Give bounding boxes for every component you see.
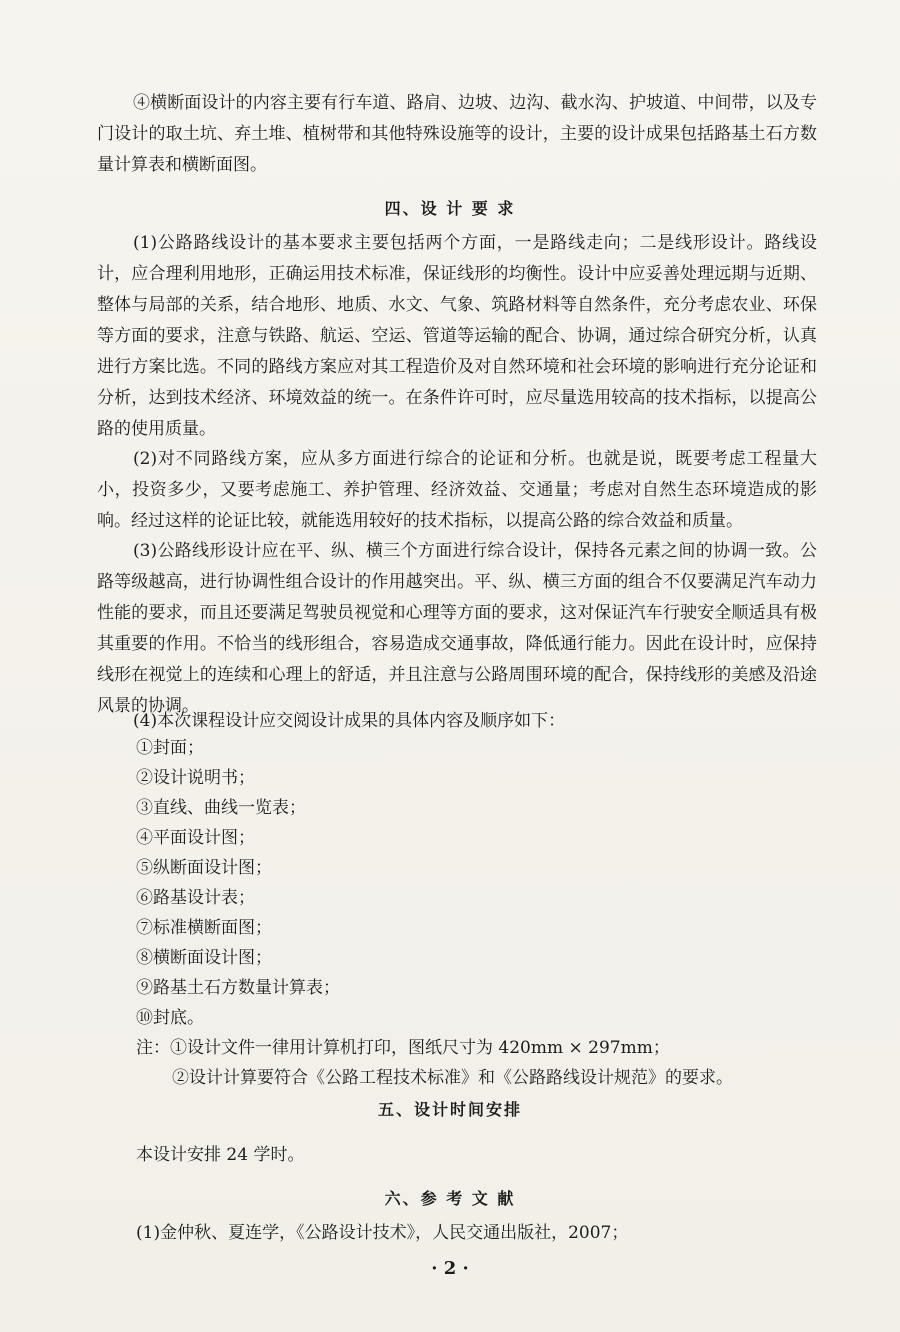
paragraph-requirement-3: (3)公路线形设计应在平、纵、横三个方面进行综合设计，保持各元素之间的协调一致。公路等级越高，进行协调性组合设计的作用越突出。平、纵、横三方面的组合不仅要满足汽车动力性能的要求，而且还要满足驾驶员视觉和心理等方面的要求，这对保证汽车行驶安全顺适具有极其重要的作用。不恰当的线形组合，容易造成交通事故，降低通行能力。因此在设计时，应保持线形在视觉上的连续和心理上的舒适，并且注意与公路周围环境的配合，保持线形的美感及沿途风景的协调。 — [97, 541, 817, 716]
schedule-text: 本设计安排 24 学时。 — [136, 1145, 305, 1165]
paragraph-requirement-1: (1)公路路线设计的基本要求主要包括两个方面，一是路线走向；二是线形设计。路线设计，应合理利用地形，正确运用技术标准，保证线形的均衡性。设计中应妥善处理远期与近期、整体与局部的关系，结合地形、地质、水文、气象、筑路材料等自然条件，充分考虑农业、环保等方面的要求，注意与铁路、航运、空运、管道等运输的配合、协调，通过综合研究分析，认真进行方案比选。不同的路线方案应对其工程造价及对自然环境和社会环境的影响进行充分论证和分析，达到技术经济、环境效益的统一。在条件许可时，应尽量选用较高的技术指标，以提高公路的使用质量。 — [97, 233, 817, 439]
list-item: ⑧横断面设计图； — [136, 948, 272, 968]
list-item: ④平面设计图； — [136, 828, 255, 848]
page-number: · 2 · — [431, 1258, 469, 1279]
list-item: ⑨路基土石方数量计算表； — [136, 978, 340, 998]
note-line-2: ②设计计算要符合《公路工程技术标准》和《公路路线设计规范》的要求。 — [172, 1068, 733, 1088]
reference-item: (1)金仲秋、夏连学，《公路设计技术》，人民交通出版社，2007； — [136, 1223, 629, 1243]
list-item: ②设计说明书； — [136, 768, 255, 788]
paragraph-requirement-2: (2)对不同路线方案，应从多方面进行综合的论证和分析。也就是说，既要考虑工程量大小，投资多少，又要考虑施工、养护管理、经济效益、交通量；考虑对自然生态环境造成的影响。经过这样的论证比较，就能选用较好的技术指标，以提高公路的综合效益和质量。 — [97, 449, 817, 531]
list-item: ⑦标准横断面图； — [136, 918, 272, 938]
list-item: ①封面； — [136, 738, 204, 758]
list-item: ⑩封底。 — [136, 1008, 204, 1028]
note-line-1: 注：①设计文件一律用计算机打印，图纸尺寸为 420mm × 297mm； — [136, 1038, 670, 1058]
list-item: ③直线、曲线一览表； — [136, 798, 306, 818]
section-heading-references: 六、参 考 文 献 — [384, 1189, 516, 1208]
paragraph-requirement-4: (4)本次课程设计应交阅设计成果的具体内容及顺序如下： — [133, 711, 566, 731]
list-item: ⑥路基设计表； — [136, 888, 255, 908]
section-heading-schedule: 五、设计时间安排 — [377, 1100, 522, 1119]
list-item: ⑤纵断面设计图； — [136, 858, 272, 878]
paragraph-cross-section: ④横断面设计的内容主要有行车道、路肩、边坡、边沟、截水沟、护坡道、中间带，以及专门设计的取土坑、弃土堆、植树带和其他特殊设施等的设计，主要的设计成果包括路基土石方数量计算表和横断面图。 — [97, 93, 817, 175]
section-heading-design-requirements: 四、设 计 要 求 — [384, 199, 516, 218]
